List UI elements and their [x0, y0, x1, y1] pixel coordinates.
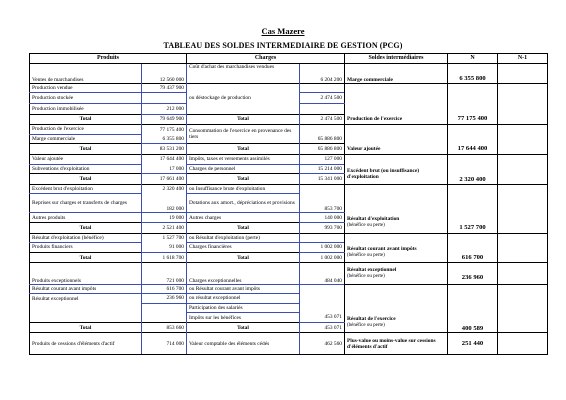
- row-value: 212 000: [142, 103, 187, 114]
- solde-value: 6 355 800: [448, 63, 498, 83]
- table-row: [30, 263, 548, 273]
- row-label: Impôts, taxes et versements assimilés: [187, 154, 300, 164]
- row-label: Autres charges: [187, 213, 300, 223]
- table-row: [30, 303, 548, 313]
- header-n1: N-1: [498, 54, 548, 64]
- total-value: 853 660: [142, 322, 187, 333]
- table-row: [30, 333, 548, 355]
- row-value: 19 000: [142, 213, 187, 223]
- solde-title: Résultat courant avant impôts: [347, 246, 417, 253]
- row-label: ou Résultat d'exploitation (perte): [187, 233, 300, 243]
- solde-label: [345, 263, 448, 284]
- table-row: [30, 125, 548, 135]
- solde-label: Plus-value ou moins-value sur cessions d'éléments d'actif: [345, 333, 448, 355]
- solde-value: 400 589: [448, 322, 498, 333]
- total-value: 65 886 800: [300, 144, 345, 155]
- row-label: Reprises sur charges et transferts de charges: [30, 194, 142, 213]
- row-label: Produits de cessions d'éléments d'actif: [30, 333, 142, 355]
- row-value: 15 214 000: [300, 164, 345, 174]
- row-value: 79 437 900: [142, 83, 187, 93]
- total-row: [30, 222, 548, 233]
- total-label: Total: [187, 322, 300, 333]
- total-value: 1 002 000: [300, 252, 345, 263]
- table-row: [30, 93, 548, 104]
- solde-value: 17 644 400: [448, 144, 498, 155]
- row-label: Valeur comptable des éléments cédés: [187, 333, 300, 355]
- row-label: Impôts sur les bénéfices: [187, 313, 300, 323]
- row-label: Résultat exceptionnel: [30, 294, 142, 304]
- total-label: Total: [30, 114, 142, 125]
- row-label: Valeur ajoutée: [30, 154, 142, 164]
- total-label: Total: [187, 222, 300, 233]
- solde-subtitle: (bénéfice ou perte): [347, 274, 385, 280]
- total-value: 15 341 000: [300, 174, 345, 185]
- row-value: 65 886 800: [300, 134, 345, 144]
- total-label: Total: [187, 174, 300, 185]
- row-value: 2 474 500: [300, 93, 345, 104]
- row-value: 453 071: [300, 313, 345, 323]
- row-label: Ventes de marchandises: [30, 63, 142, 83]
- table-row: [30, 233, 548, 243]
- solde-label: Production de l'exercice: [345, 114, 448, 125]
- row-label: Production de l'exercice: [30, 125, 142, 135]
- table-row: [30, 63, 548, 83]
- table-row: [30, 184, 548, 194]
- solde-title: Résultat exceptionnel: [347, 267, 397, 274]
- row-value: 1 527 700: [142, 233, 187, 243]
- total-value: 79 649 900: [142, 114, 187, 125]
- solde-value: 616 700: [448, 252, 498, 263]
- row-label: Charges exceptionnelles: [187, 272, 300, 284]
- total-row: [30, 114, 548, 125]
- header-n: N: [448, 54, 498, 64]
- solde-value: 236 960: [448, 272, 498, 284]
- table-row: [30, 294, 548, 304]
- total-label: Total: [30, 144, 142, 155]
- table-title: TABLEAU DES SOLDES INTERMEDIAIRE DE GESTION (PCG): [163, 41, 403, 50]
- row-value: 182 000: [142, 194, 187, 213]
- row-label: ou déstockage de production: [187, 93, 300, 104]
- row-label: Subventions d'exploitation: [30, 164, 142, 174]
- row-label: Produits financiers: [30, 243, 142, 253]
- solde-value: 251 440: [448, 333, 498, 355]
- row-value: 462 560: [300, 333, 345, 355]
- soldes-intermediaires-table: [29, 53, 548, 355]
- solde-subtitle: (bénéfice ou perte): [347, 253, 385, 259]
- document-title: Cas Mazere: [261, 26, 305, 36]
- total-label: Total: [187, 114, 300, 125]
- row-value: 17 000: [142, 164, 187, 174]
- solde-label: Marge commerciale: [345, 63, 448, 83]
- row-label: Production vendue: [30, 83, 142, 93]
- header-soldes: Soldes intermédiaires: [345, 54, 448, 64]
- row-label: ou résultat exceptionnel: [187, 294, 300, 304]
- row-label: Marge commerciale: [30, 134, 142, 144]
- total-label: Total: [187, 252, 300, 263]
- total-value: 2 521 400: [142, 222, 187, 233]
- table-row: [30, 284, 548, 294]
- header-produits: Produits: [30, 54, 187, 64]
- row-value: 6 204 200: [300, 63, 345, 83]
- solde-label: [345, 313, 448, 333]
- row-value: 714 000: [142, 333, 187, 355]
- total-row: [30, 252, 548, 263]
- row-value: 1 002 000: [300, 243, 345, 253]
- table-row: [30, 272, 548, 284]
- row-value: 77 175 400: [142, 125, 187, 135]
- row-label: ou Insuffisance brute d'exploitation: [187, 184, 300, 194]
- row-label: ou Résultat courant avant impôts: [187, 284, 300, 294]
- row-value: 853 700: [300, 194, 345, 213]
- total-row: [30, 174, 548, 185]
- table-row: [30, 313, 548, 323]
- row-label: Excédent brut d'exploitation: [30, 184, 142, 194]
- total-value: 17 661 400: [142, 174, 187, 185]
- table-row: [30, 194, 548, 213]
- row-value: 721 000: [142, 272, 187, 284]
- row-value: 236 960: [142, 294, 187, 304]
- row-label: Résultat d'exploitation (bénéfice): [30, 233, 142, 243]
- row-value: 616 700: [142, 284, 187, 294]
- row-label: Consommation de l'exercice en provenance des tiers: [187, 125, 300, 144]
- solde-title: Résultat de l'exercice: [347, 316, 396, 323]
- solde-label: Excédent brut (ou insuffisance) d'exploitation: [345, 164, 448, 184]
- total-value: 83 531 200: [142, 144, 187, 155]
- row-value: 91 000: [142, 243, 187, 253]
- total-value: 993 700: [300, 222, 345, 233]
- row-label: Charges de personnel: [187, 164, 300, 174]
- table-row: [30, 164, 548, 174]
- row-value: 2 320 400: [142, 184, 187, 194]
- row-label: Produits exceptionnels: [30, 272, 142, 284]
- solde-title: Résultat d'exploitation: [347, 216, 400, 223]
- row-value: 17 644 400: [142, 154, 187, 164]
- solde-value: 77 175 400: [448, 114, 498, 125]
- solde-label: [345, 243, 448, 263]
- total-row: [30, 144, 548, 155]
- row-value: 12 560 000: [142, 63, 187, 83]
- row-value: 140 000: [300, 213, 345, 223]
- solde-label: [345, 213, 448, 233]
- total-label: Total: [30, 322, 142, 333]
- row-value: 484 040: [300, 272, 345, 284]
- row-label: Production stockée: [30, 93, 142, 104]
- table-row: [30, 154, 548, 164]
- table-row: [30, 213, 548, 223]
- row-value: 127 000: [300, 154, 345, 164]
- row-label: Autres produits: [30, 213, 142, 223]
- total-label: Total: [30, 174, 142, 185]
- row-value: 6 355 800: [142, 134, 187, 144]
- row-label: Coût d'achat des marchandises vendues: [187, 63, 300, 83]
- table-row: [30, 103, 548, 114]
- total-row: [30, 322, 548, 333]
- solde-label: Valeur ajoutée: [345, 144, 448, 155]
- header-charges: Charges: [187, 54, 345, 64]
- solde-subtitle: (bénéfice ou perte): [347, 223, 385, 229]
- solde-value: 2 320 400: [448, 174, 498, 185]
- row-label: Charges financières: [187, 243, 300, 253]
- solde-value: 1 527 700: [448, 222, 498, 233]
- total-label: Total: [187, 144, 300, 155]
- total-label: Total: [30, 222, 142, 233]
- row-label: Résultat courant avant impôts: [30, 284, 142, 294]
- total-label: Total: [30, 252, 142, 263]
- solde-subtitle: (bénéfice ou perte): [347, 323, 385, 329]
- total-value: 1 618 700: [142, 252, 187, 263]
- table-row: [30, 83, 548, 93]
- row-label: Production immobilisée: [30, 103, 142, 114]
- table-row: [30, 243, 548, 253]
- header-row: [30, 54, 548, 64]
- total-value: 2 474 500: [300, 114, 345, 125]
- row-label: Dotations aux amort., dépréciations et provisions: [187, 194, 300, 213]
- total-value: 453 071: [300, 322, 345, 333]
- row-label: Participation des salariés: [187, 303, 300, 313]
